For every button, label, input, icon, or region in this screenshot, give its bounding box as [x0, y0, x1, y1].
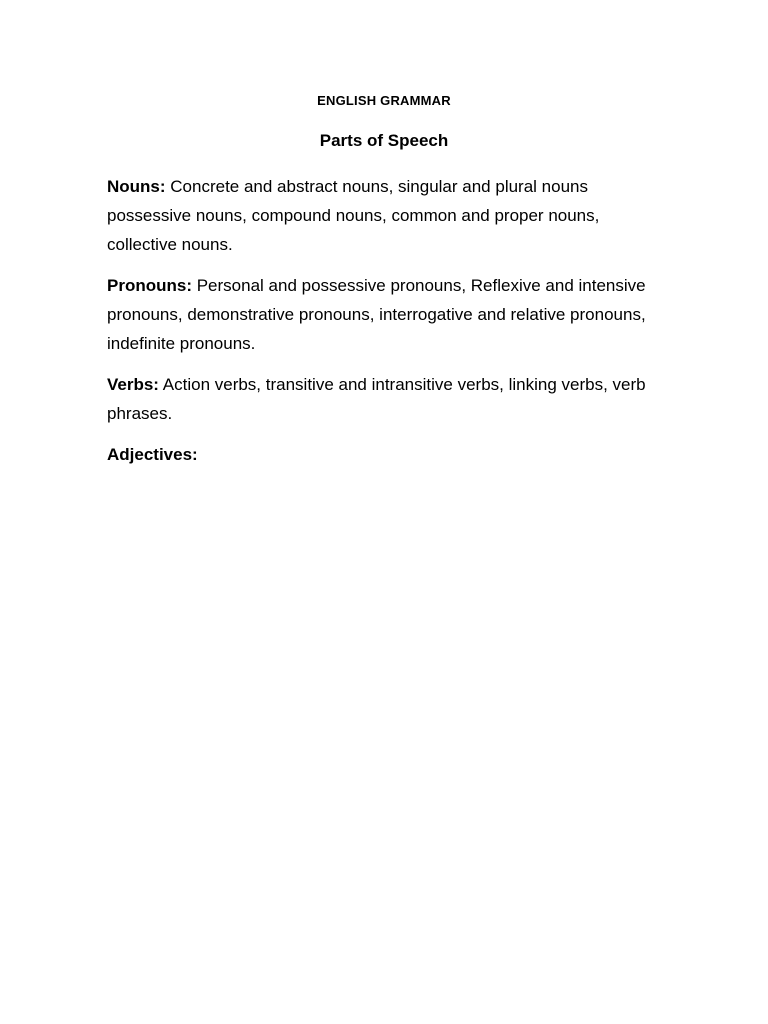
- section-verbs: [107, 370, 667, 428]
- section-adjectives: [107, 440, 667, 469]
- document-subheading: Parts of Speech: [319, 131, 449, 150]
- section-term: Verbs:: [107, 375, 159, 394]
- section-text: Concrete and abstract nouns, singular and plural nouns possessive nouns, compound nouns, common and proper nouns, collective nouns.: [107, 177, 600, 254]
- document-heading: ENGLISH GRAMMAR: [317, 93, 451, 108]
- section-term: Adjectives:: [107, 445, 198, 464]
- section-term: Nouns:: [107, 177, 166, 196]
- section-pronouns: [107, 271, 667, 358]
- section-term: Pronouns:: [107, 276, 192, 295]
- section-text: Personal and possessive pronouns, Reflexive and intensive pronouns, demonstrative pronouns, interrogative and relative pronouns, indefinite pronouns.: [107, 276, 646, 353]
- section-text: Action verbs, transitive and intransitive verbs, linking verbs, verb phrases.: [107, 375, 646, 423]
- section-nouns: [107, 172, 667, 259]
